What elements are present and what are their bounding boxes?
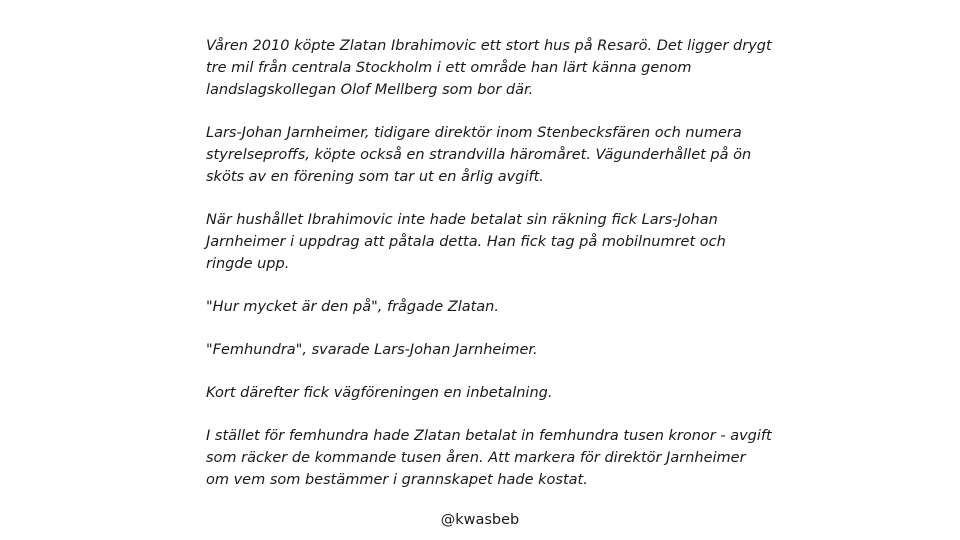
author-signature: @kwasbeb: [440, 512, 520, 528]
paragraph-conclusion: I stället för femhundra hade Zlatan betalat in femhundra tusen kronor - avgift som räcker de kommande tusen åren. Att markera för direktör Jarnheimer om vem som bestämmer i grannskapet hade kostat.: [206, 428, 772, 488]
paragraph-unpaid-bill: När hushållet Ibrahimovic inte hade betalat sin räkning fick Lars-Johan Jarnheimer i uppdrag att påtala detta. Han fick tag på mobilnumret och ringde upp.: [206, 212, 726, 272]
paragraph-zlatan-question: "Hur mycket är den på", frågade Zlatan.: [206, 299, 499, 315]
paragraph-payment: Kort därefter fick vägföreningen en inbetalning.: [206, 385, 553, 401]
paragraph-house-purchase: Våren 2010 köpte Zlatan Ibrahimovic ett stort hus på Resarö. Det ligger drygt tre mil från centrala Stockholm i ett område han lärt känna genom landslagskollegan Olof Mellberg som bor där.: [206, 38, 772, 98]
document-body: [206, 35, 806, 491]
paragraph-jarnheimer-answer: "Femhundra", svarade Lars-Johan Jarnheimer.: [206, 342, 538, 358]
paragraph-jarnheimer-intro: Lars-Johan Jarnheimer, tidigare direktör inom Stenbecksfären och numera styrelseproffs, köpte också en strandvilla häromåret. Vägunderhållet på ön sköts av en förening som tar ut en årlig avgift.: [206, 125, 752, 185]
